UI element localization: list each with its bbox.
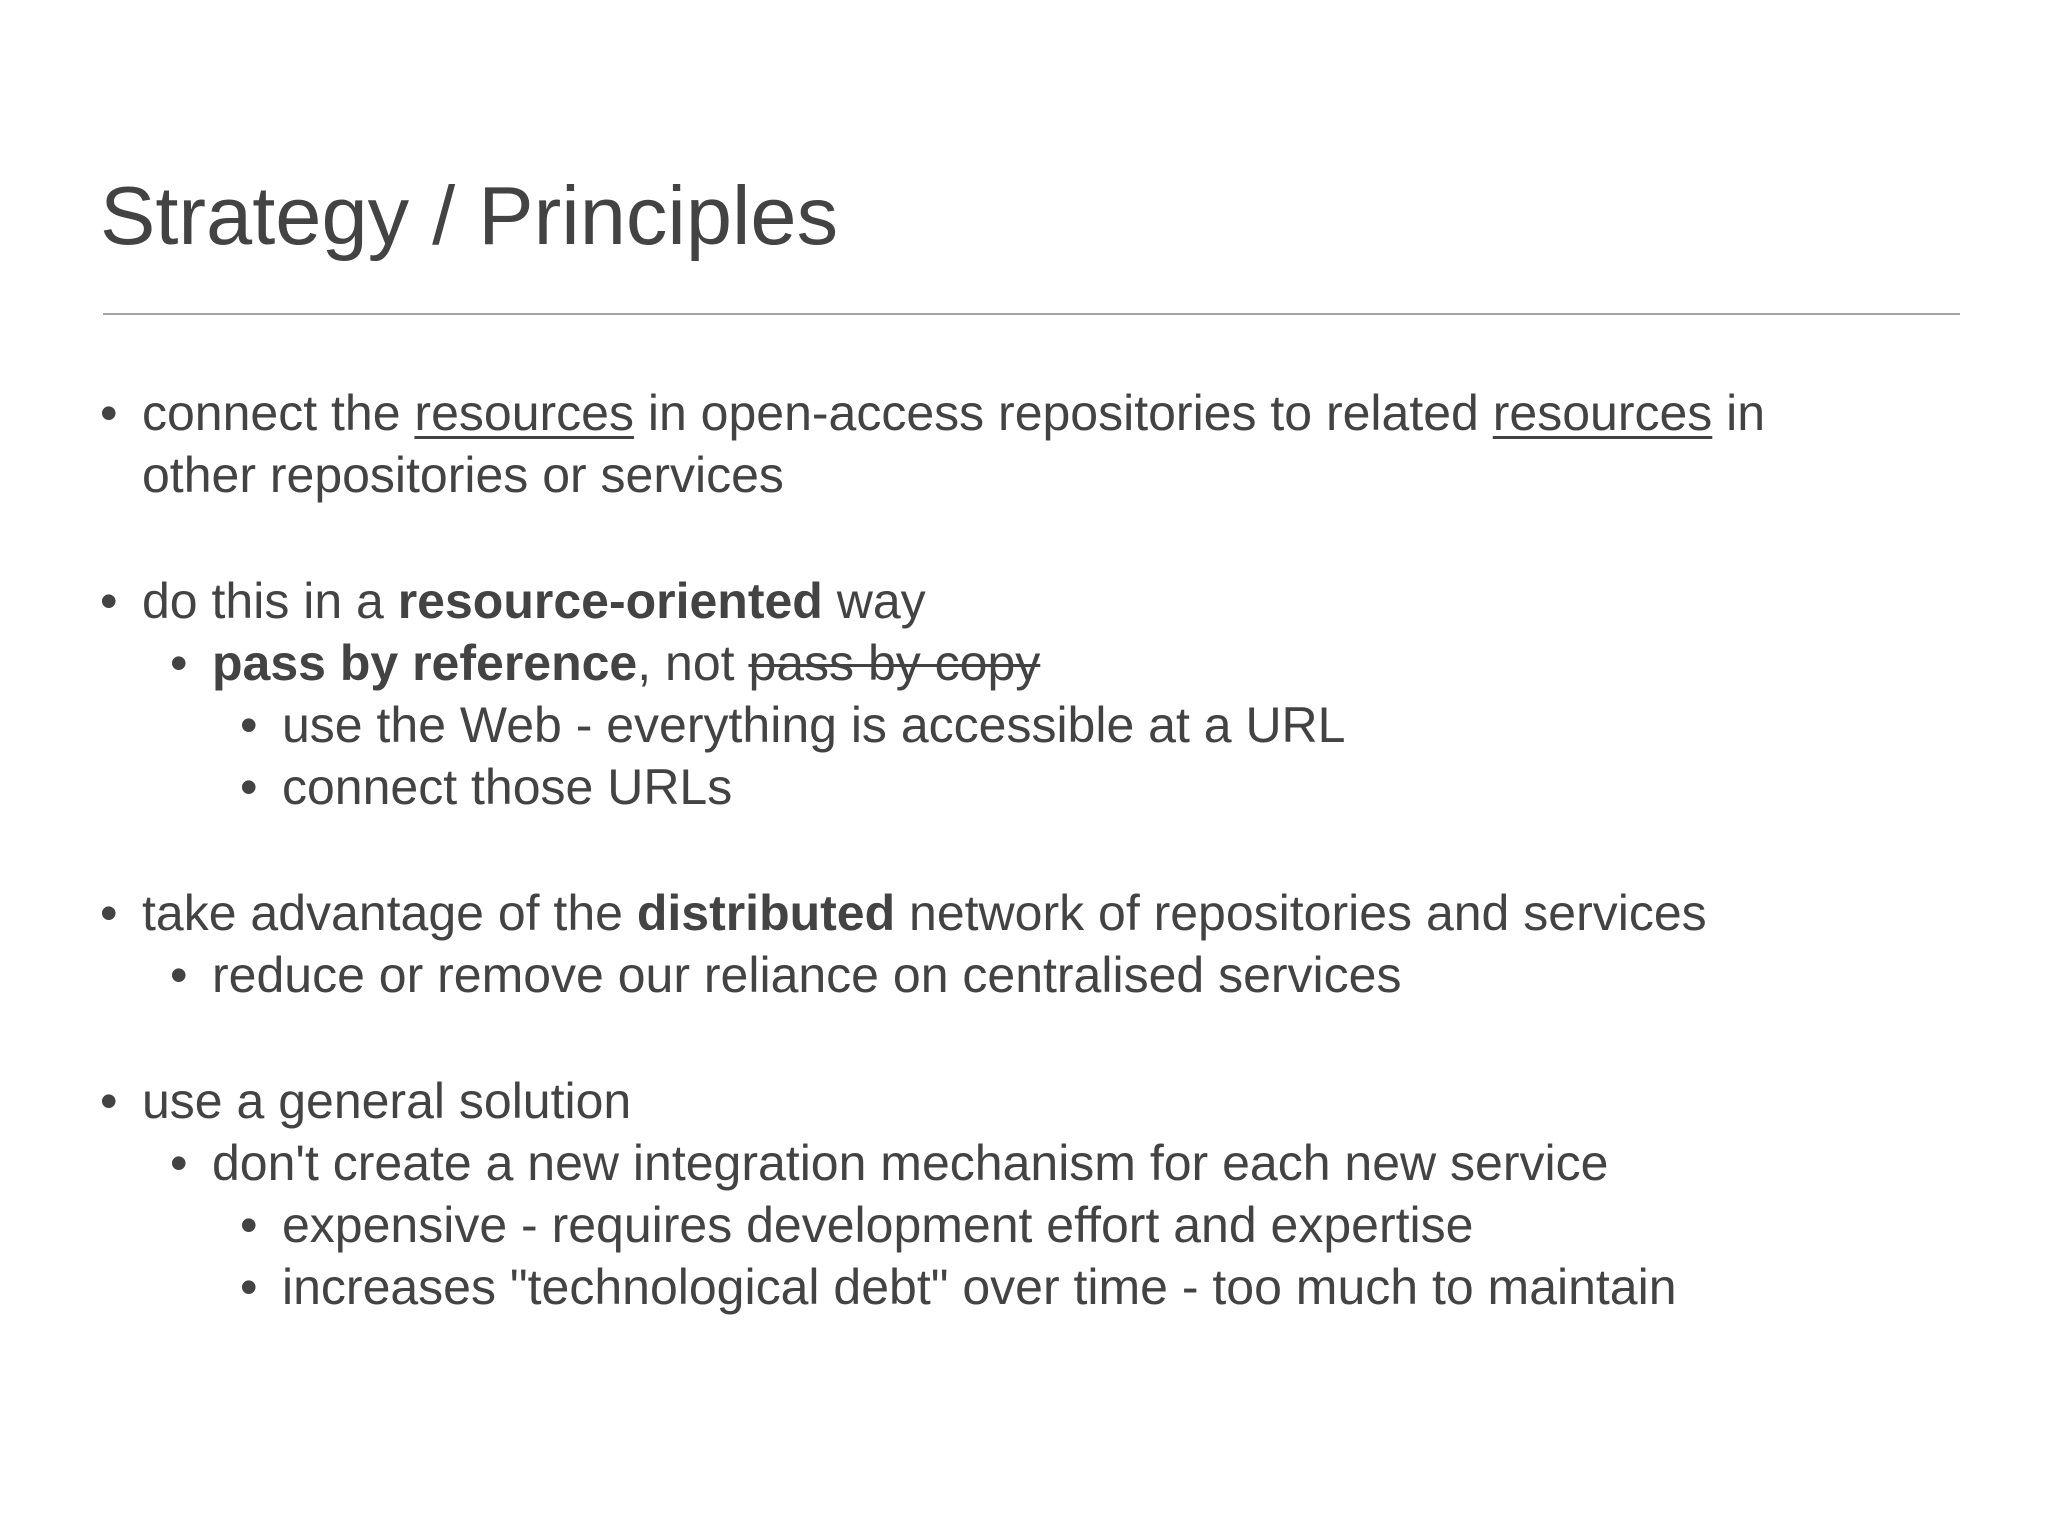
bold-term: distributed: [636, 885, 896, 941]
bullet-marker: •: [240, 1259, 258, 1315]
bold-term: pass by reference: [212, 635, 638, 691]
bullet-general-solution: use a general solution: [142, 1073, 632, 1129]
bullet-reduce-reliance: reduce or remove our reliance on centralised services: [212, 947, 1402, 1003]
bullet-resource-oriented: [142, 570, 926, 632]
slide-title: Strategy / Principles: [100, 169, 839, 262]
bullet-marker: •: [240, 759, 258, 815]
bullet-connect-resources-line-2: other repositories or services: [142, 447, 784, 503]
bullet-marker: •: [100, 385, 118, 441]
text-segment: do this in a: [142, 573, 398, 629]
bullet-marker: •: [170, 1135, 188, 1191]
bullet-marker: •: [100, 1073, 118, 1129]
bold-term: resource-oriented: [397, 573, 823, 629]
bullet-marker: •: [100, 573, 118, 629]
bullet-no-new-mechanism: don't create a new integration mechanism for each new service: [212, 1135, 1609, 1191]
bullet-distributed-network: [142, 882, 1707, 944]
text-segment: take advantage of the: [142, 885, 637, 941]
underlined-term: resources: [1492, 385, 1713, 441]
title-divider: [103, 313, 1960, 315]
bullet-marker: •: [170, 947, 188, 1003]
text-segment: connect the: [142, 385, 415, 441]
bullet-marker: •: [240, 697, 258, 753]
bullet-pass-by-reference: [212, 632, 1040, 694]
bullet-marker: •: [100, 885, 118, 941]
bullet-connect-urls: connect those URLs: [282, 759, 733, 815]
underlined-term: resources: [414, 385, 634, 441]
text-segment: , not: [637, 635, 749, 691]
text-segment: way: [822, 573, 926, 629]
bullet-expensive: expensive - requires development effort and expertise: [282, 1197, 1474, 1253]
bullet-marker: •: [170, 635, 188, 691]
text-segment: network of repositories and services: [895, 885, 1707, 941]
bullet-use-the-web: use the Web - everything is accessible at a URL: [282, 697, 1346, 753]
strikethrough-term: pass by copy: [748, 635, 1041, 691]
text-segment: in open-access repositories to related: [633, 385, 1493, 441]
bullet-connect-resources-line-1: [142, 382, 1765, 444]
bullet-marker: •: [240, 1197, 258, 1253]
text-segment: in: [1712, 385, 1766, 441]
bullet-technological-debt: increases "technological debt" over time - too much to maintain: [282, 1259, 1677, 1315]
